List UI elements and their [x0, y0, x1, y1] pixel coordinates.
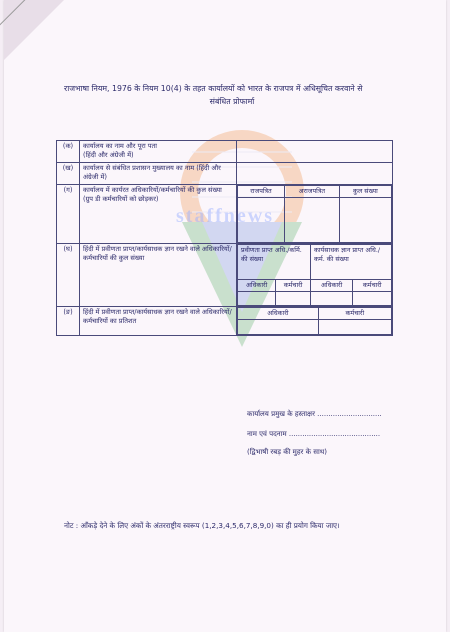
seal-note: (द्विभाषी रबड़ की मुहर के साथ) [247, 448, 327, 456]
row-number: (ग) [57, 185, 80, 244]
employee-input[interactable] [276, 292, 311, 306]
row-label: कार्यालय का नाम और पूरा पता (हिंदी और अंग्रेजी में) [80, 141, 237, 163]
total-input[interactable] [339, 198, 391, 243]
non-gazetted-input[interactable] [284, 198, 339, 243]
row-label: हिंदी में प्रवीणता प्राप्त/कार्यसाधक ज्ञान रखने वाले अधिकारियों/कर्मचारियों का प्रतिशत [80, 307, 237, 336]
employee-percentage-input[interactable] [318, 320, 391, 335]
gazetted-header: राजपत्रित [238, 186, 285, 198]
row-label: हिंदी में प्रवीणता प्राप्त/कार्यसाधक ज्ञान रखने वाले अधिकारियों/कर्मचारियों की कुल संख्या [80, 244, 237, 307]
percentage-grid [237, 307, 392, 335]
officer-percentage-input[interactable] [238, 320, 319, 335]
officer-subheader: अधिकारी [310, 279, 352, 292]
heading-line-2: संबंधित प्रोफार्मा [209, 97, 255, 106]
row-input-area[interactable] [237, 163, 393, 185]
row-label: कार्यालय में कार्यरत अधिकारियों/कर्मचारियों की कुल संख्या (ग्रुप डी कर्मचारियों को छोड़कर) [80, 185, 237, 244]
officer-header: अधिकारी [238, 308, 319, 320]
officer-subheader: अधिकारी [238, 279, 276, 292]
table-row [57, 185, 393, 244]
row-number: (घ) [57, 244, 80, 307]
table-row [57, 141, 393, 163]
table-row [57, 244, 393, 307]
name-designation-line: नाम एवं पदनाम ......................................... [247, 430, 381, 438]
proficiency-grid [237, 244, 392, 306]
employee-input[interactable] [353, 292, 392, 306]
row-input-area [237, 307, 393, 336]
officer-input[interactable] [238, 292, 276, 306]
row-input-area [237, 244, 393, 307]
row-number: (ख) [57, 163, 80, 185]
officer-input[interactable] [310, 292, 352, 306]
table-row [57, 307, 393, 336]
row-input-area [237, 185, 393, 244]
signature-line: कार्यालय प्रमुख के हस्ताक्षर ............................. [247, 410, 382, 418]
table-row [57, 163, 393, 185]
document-page [4, 0, 446, 632]
form-heading [64, 82, 414, 108]
employee-header: कर्मचारी [318, 308, 391, 320]
staff-count-grid [237, 185, 392, 243]
proficient-header: प्रवीणता प्राप्त अधि./कर्मि. की संख्या [238, 245, 311, 280]
footnote: नोट : आँकड़े देने के लिए अंकों के अंतरराष्ट्रीय स्वरूप (1,2,3,4,5,6,7,8,9,0) का ही प्रयोग किया जाए। [64, 521, 340, 530]
total-header: कुल संख्या [339, 186, 391, 198]
row-number: (ङ) [57, 307, 80, 336]
row-label: कार्यालय से संबंधित प्रशासन मुख्यालय का नाम (हिंदी और अंग्रेजी में) [80, 163, 237, 185]
non-gazetted-header: अराजपत्रित [284, 186, 339, 198]
gazetted-input[interactable] [238, 198, 285, 243]
employee-subheader: कर्मचारी [276, 279, 311, 292]
heading-line-1: राजभाषा नियम, 1976 के नियम 10(4) के तहत कार्यालयों को भारत के राजपत्र में अधिसूचित करवाने से [64, 84, 363, 93]
working-knowledge-header: कार्यसाधक ज्ञान प्राप्त अधि./कर्म. की संख्या [310, 245, 391, 280]
watermark-text: staffnews [176, 205, 274, 227]
row-number: (क) [57, 141, 80, 163]
page-fold [4, 0, 64, 60]
employee-subheader: कर्मचारी [353, 279, 392, 292]
row-input-area[interactable] [237, 141, 393, 163]
proforma-table [56, 140, 393, 336]
